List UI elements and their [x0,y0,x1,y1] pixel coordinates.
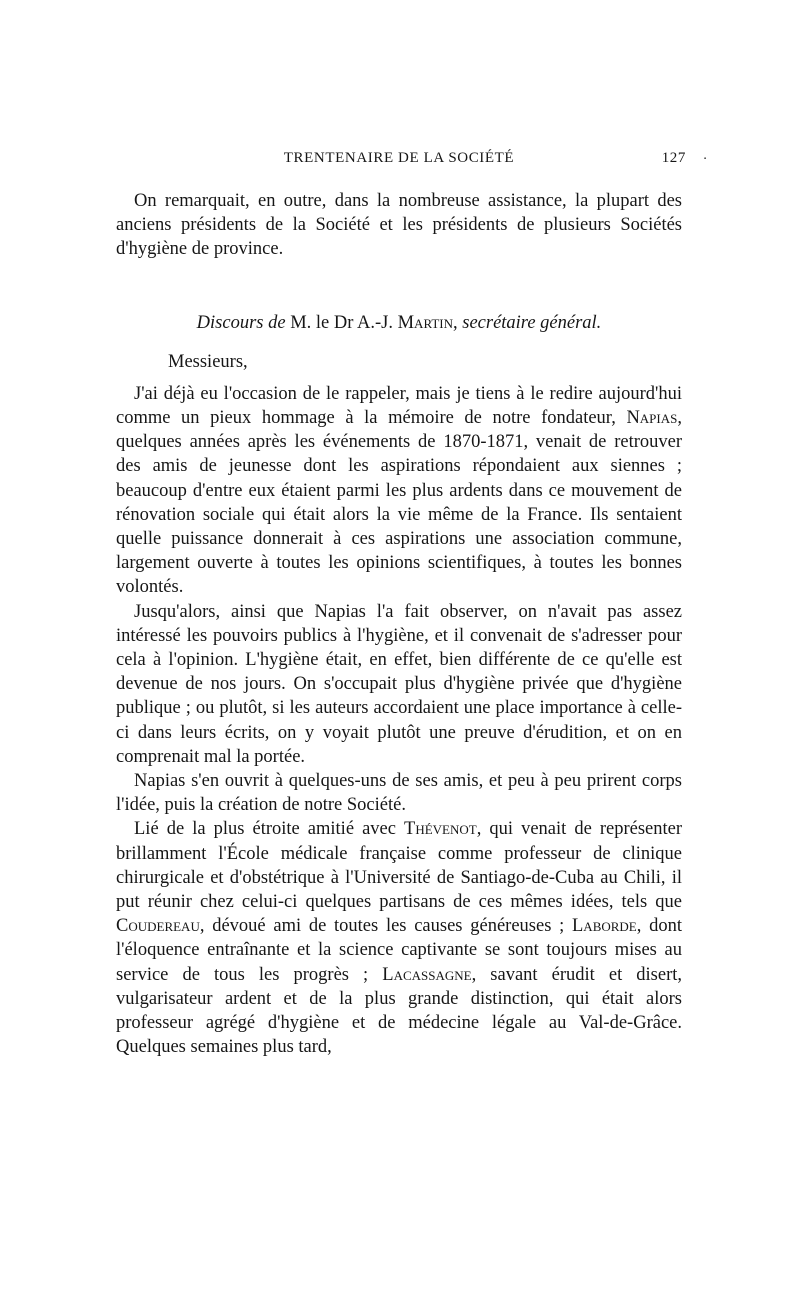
salutation: Messieurs, [168,351,248,372]
running-head [116,150,708,174]
text-segment: Lié de la plus étroite amitié avec [134,819,405,840]
page-number: 127 [661,150,686,166]
text-segment: , savant érudit et disert, vulgarisateur ardent et de la plus grande distinction, qui était alors professeur agrégé d'hygiène et de médecine légale au Val-de-Grâce. Quelques semaines plus tard, [116,964,682,1058]
speech-heading-word-discours: Discours [196,312,264,333]
person-name-thevenot: Thévenot [404,819,477,840]
speech-heading-speaker: Martin [397,312,453,333]
person-name-coudereau: Coudereau [116,916,200,937]
text-segment: , dont l'éloquence entraînante et la science captivante se sont toujours mises au service de tous les progrès ; [116,916,682,985]
body-paragraph-3 [116,769,682,817]
person-name-laborde: Laborde [572,916,637,937]
running-head-title: TRENTENAIRE DE LA SOCIÉTÉ [283,150,515,166]
person-name-lacassagne: Lacassagne [382,964,472,985]
person-name-napias: Napias [626,408,678,429]
speech-heading-word-de: de [268,312,286,333]
speech-heading-title-prefix: M. le Dr A.-J. [290,312,393,333]
text-segment: Napias s'en ouvrit à quelques-uns de ses amis, et peu à peu prirent corps l'idée, puis la création de notre Société. [116,771,682,816]
text-segment: , quelques années après les événements de 1870-1871, venait de retrouver des amis de jeunesse dont les aspirations répondaient aux siennes ; beaucoup d'entre eux étaient parmi les plus ardents dans ce mouvement de rénovation sociale qui était alors la vie même de la France. Ils sentaient quelle puissance donnerait à ces aspirations une association commune, largement ouverte à toutes les opinions scientifiques, à toutes les bonnes volontés. [116,408,682,598]
body-paragraph-2 [116,600,682,769]
intro-paragraph: On remarquait, en outre, dans la nombreuse assistance, la plupart des anciens présidents de la Société et les présidents de plusieurs Sociétés d'hygiène de province. [116,191,682,260]
text-segment: , qui venait de représenter brillamment l'École médicale française comme professeur de clinique chirurgicale et d'obstétrique à l'Université de Santiago-de-Cuba au Chili, il put réunir chez celui-ci quelques partisans de ces mêmes idées, tels que [116,819,682,913]
body-paragraph-1 [116,382,682,600]
book-page [116,150,708,1060]
margin-dot-mark: · [702,152,708,167]
speech-heading: Discours de M. le Dr A.-J. Martin, secrétaire général. [196,312,602,333]
text-segment: Jusqu'alors, ainsi que Napias l'a fait observer, on n'avait pas assez intéressé les pouvoirs publics à l'hygiène, et il convenait de s'adresser pour cela à l'opinion. L'hygiène était, en effet, bien différente de ce qu'elle est devenue de nos jours. On s'occupait plus d'hygiène privée que d'hygiène publique ; ou plutôt, si les auteurs accordaient une place importance à celle-ci dans leurs écrits, on y voyait plutôt une preuve d'érudition, et on en comprenait mal la portée. [116,601,682,767]
text-segment: , dévoué ami de toutes les causes généreuses ; [199,916,572,937]
body-paragraph-4 [116,817,682,1059]
speech-heading-role: secrétaire général. [462,312,602,333]
text-segment: J'ai déjà eu l'occasion de le rappeler, mais je tiens à le redire aujourd'hui comme un pieux hommage à la mémoire de notre fondateur, [116,383,682,429]
